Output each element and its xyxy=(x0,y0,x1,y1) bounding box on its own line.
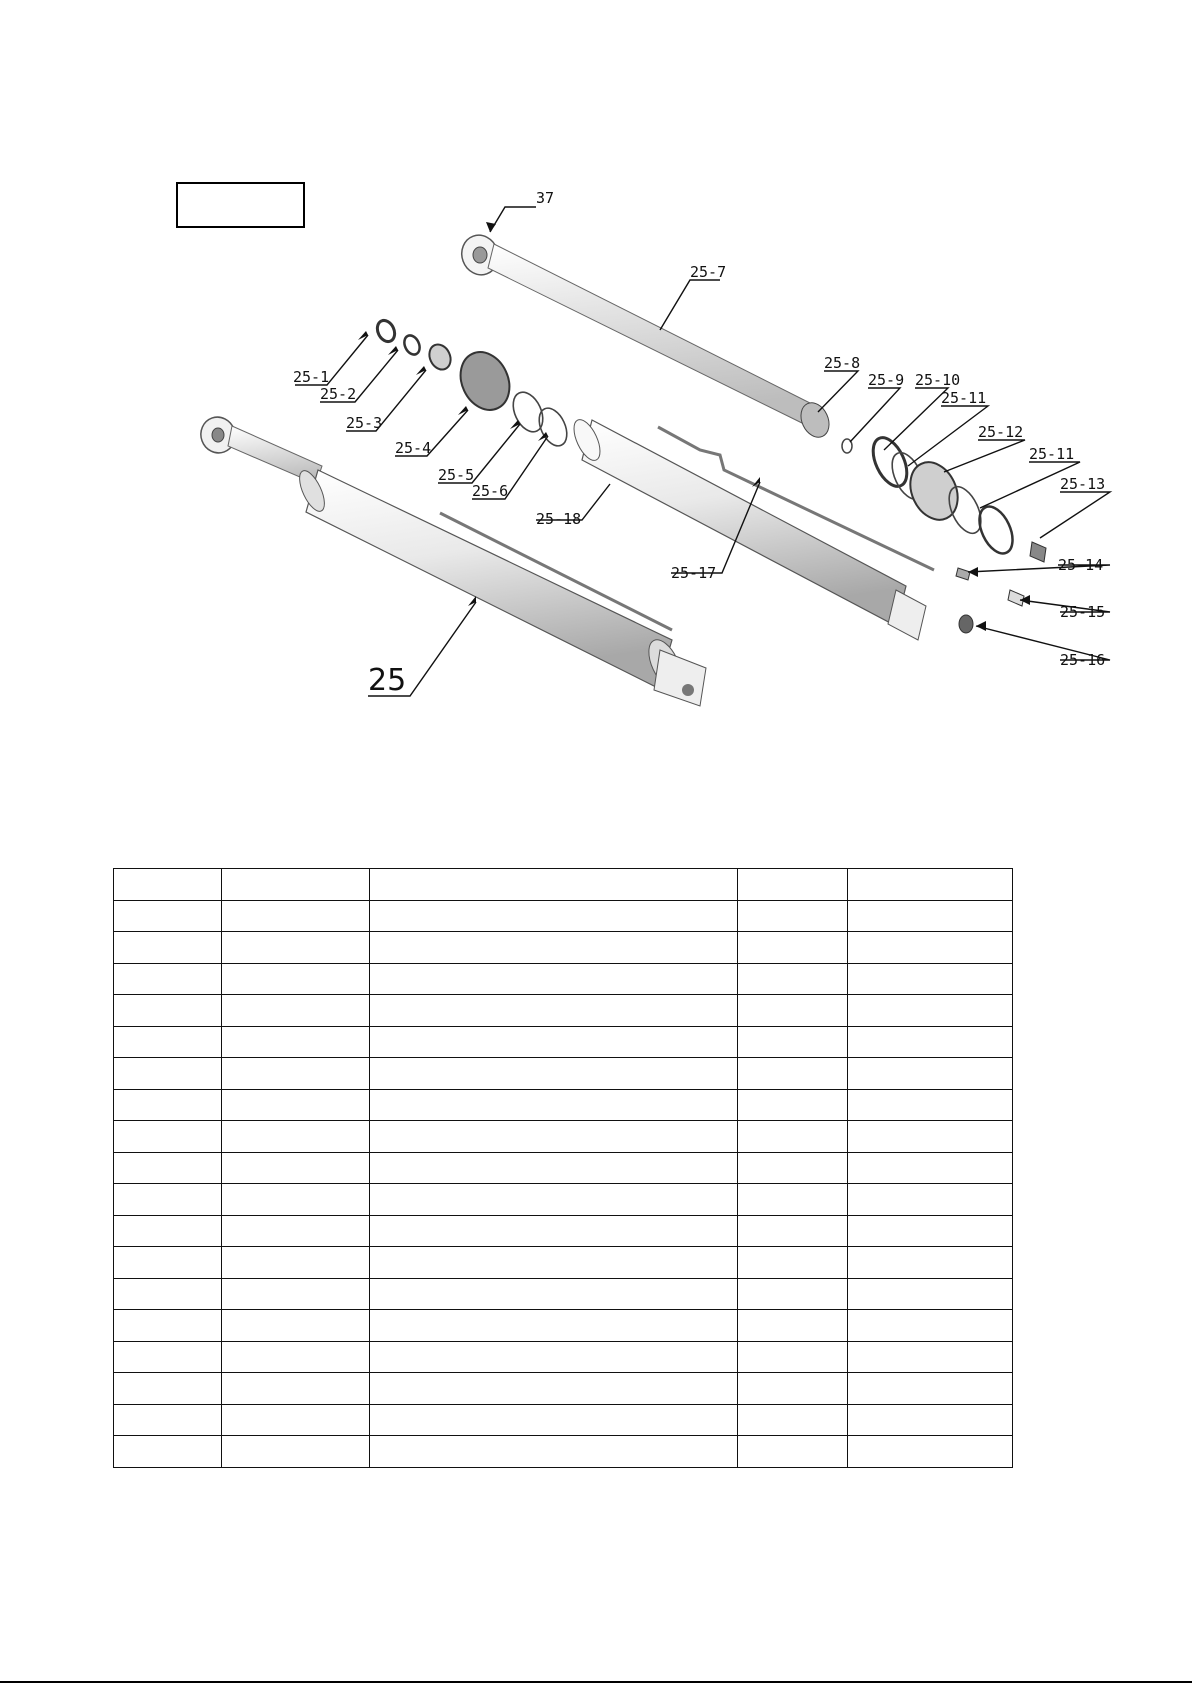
table-cell xyxy=(222,1184,370,1216)
table-row xyxy=(114,1058,1013,1090)
table-cell xyxy=(222,1310,370,1342)
table-cell xyxy=(222,1278,370,1310)
callout-25-15: 25-15 xyxy=(1060,603,1106,621)
table-cell xyxy=(738,900,848,932)
table-row xyxy=(114,1121,1013,1153)
table-row xyxy=(114,1089,1013,1121)
table-cell xyxy=(370,1058,738,1090)
table-cell xyxy=(848,1215,1013,1247)
table-cell xyxy=(738,1152,848,1184)
table-cell xyxy=(848,1184,1013,1216)
table-row xyxy=(114,995,1013,1027)
table-cell xyxy=(222,1341,370,1373)
table-cell xyxy=(848,963,1013,995)
callout-25-13: 25-13 xyxy=(1060,475,1106,493)
table-row xyxy=(114,932,1013,964)
callout-25-8: 25-8 xyxy=(824,354,861,372)
table-cell xyxy=(222,869,370,901)
table-cell xyxy=(222,1089,370,1121)
table-cell xyxy=(114,1152,222,1184)
table-row xyxy=(114,900,1013,932)
table-cell xyxy=(222,900,370,932)
table-cell xyxy=(738,1026,848,1058)
table-row xyxy=(114,1310,1013,1342)
table-cell xyxy=(738,963,848,995)
table-cell xyxy=(114,900,222,932)
table-cell xyxy=(114,1184,222,1216)
table-cell xyxy=(114,1058,222,1090)
table-cell xyxy=(222,932,370,964)
table-cell xyxy=(848,1310,1013,1342)
callout-25-2: 25-2 xyxy=(320,385,357,403)
table-cell xyxy=(370,1184,738,1216)
table-cell xyxy=(114,1436,222,1468)
table-row xyxy=(114,1184,1013,1216)
callout-25-16: 25-16 xyxy=(1060,651,1106,669)
table-cell xyxy=(114,1215,222,1247)
table-cell xyxy=(848,1121,1013,1153)
table-row xyxy=(114,1436,1013,1468)
table-cell xyxy=(738,1404,848,1436)
table-cell xyxy=(738,995,848,1027)
table-cell xyxy=(848,869,1013,901)
table-row xyxy=(114,1404,1013,1436)
table-cell xyxy=(848,1152,1013,1184)
table-row xyxy=(114,1373,1013,1405)
table-cell xyxy=(738,1215,848,1247)
table-cell xyxy=(114,1026,222,1058)
figure-label-box xyxy=(176,182,305,228)
table-cell xyxy=(370,1341,738,1373)
table-cell xyxy=(222,995,370,1027)
table-cell xyxy=(114,1310,222,1342)
callout-25-17: 25-17 xyxy=(671,564,717,582)
table-cell xyxy=(848,1058,1013,1090)
table-cell xyxy=(370,1215,738,1247)
table-cell xyxy=(848,995,1013,1027)
table-row xyxy=(114,963,1013,995)
table-cell xyxy=(114,932,222,964)
table-row xyxy=(114,1247,1013,1279)
table-cell xyxy=(738,1436,848,1468)
table-cell xyxy=(848,1373,1013,1405)
table-cell xyxy=(848,1247,1013,1279)
table-cell xyxy=(738,932,848,964)
table-row xyxy=(114,869,1013,901)
table-cell xyxy=(370,1247,738,1279)
table-cell xyxy=(114,1404,222,1436)
table-cell xyxy=(370,869,738,901)
table-cell xyxy=(738,1310,848,1342)
table-row xyxy=(114,1215,1013,1247)
callout-25-11-lower: 25-11 xyxy=(1029,445,1075,463)
bottom-rule xyxy=(0,1681,1192,1683)
table-cell xyxy=(114,1089,222,1121)
seal-rings-left xyxy=(374,318,572,451)
table-cell xyxy=(222,1404,370,1436)
callout-25-14: 25-14 xyxy=(1058,556,1104,574)
callout-25-6: 25-6 xyxy=(472,482,509,500)
exploded-diagram xyxy=(0,0,1192,760)
table-cell xyxy=(848,1436,1013,1468)
table-cell xyxy=(738,1278,848,1310)
callout-25: 25 xyxy=(368,663,407,698)
table-cell xyxy=(222,1026,370,1058)
table-row xyxy=(114,1152,1013,1184)
callout-25-3: 25-3 xyxy=(346,414,383,432)
callout-25-5: 25-5 xyxy=(438,466,475,484)
callout-25-12: 25-12 xyxy=(978,423,1024,441)
table-cell xyxy=(222,1215,370,1247)
table-cell xyxy=(848,900,1013,932)
table-cell xyxy=(370,1404,738,1436)
table-row xyxy=(114,1026,1013,1058)
table-cell xyxy=(114,995,222,1027)
table-cell xyxy=(848,1341,1013,1373)
callout-37: 37 xyxy=(536,189,555,207)
callout-25-7: 25-7 xyxy=(690,263,727,281)
table-cell xyxy=(738,1089,848,1121)
table-cell xyxy=(738,1121,848,1153)
table-cell xyxy=(370,1310,738,1342)
table-cell xyxy=(738,1247,848,1279)
table-row xyxy=(114,1341,1013,1373)
table-cell xyxy=(848,932,1013,964)
table-row xyxy=(114,1278,1013,1310)
table-cell xyxy=(222,963,370,995)
table-cell xyxy=(222,1247,370,1279)
table-cell xyxy=(738,869,848,901)
table-cell xyxy=(222,1058,370,1090)
parts-table-body xyxy=(114,869,1013,1468)
callout-25-4: 25-4 xyxy=(395,439,432,457)
callout-25-11-upper: 25-11 xyxy=(941,389,987,407)
table-cell xyxy=(370,995,738,1027)
table-cell xyxy=(114,1121,222,1153)
table-cell xyxy=(370,963,738,995)
table-cell xyxy=(370,1121,738,1153)
table-cell xyxy=(370,932,738,964)
callout-25-10: 25-10 xyxy=(915,371,961,389)
table-cell xyxy=(222,1373,370,1405)
table-cell xyxy=(222,1152,370,1184)
table-cell xyxy=(114,1278,222,1310)
table-cell xyxy=(848,1404,1013,1436)
table-cell xyxy=(370,1278,738,1310)
callout-25-9: 25-9 xyxy=(868,371,905,389)
table-cell xyxy=(848,1026,1013,1058)
callout-25-18: 25-18 xyxy=(536,510,582,528)
table-cell xyxy=(114,1373,222,1405)
table-cell xyxy=(738,1373,848,1405)
table-cell xyxy=(222,1436,370,1468)
callout-labels xyxy=(293,189,1105,698)
table-cell xyxy=(370,900,738,932)
table-cell xyxy=(370,1373,738,1405)
table-cell xyxy=(848,1278,1013,1310)
table-cell xyxy=(848,1089,1013,1121)
table-cell xyxy=(738,1058,848,1090)
table-cell xyxy=(114,963,222,995)
parts-table xyxy=(113,868,1013,1468)
table-cell xyxy=(222,1121,370,1153)
table-cell xyxy=(370,1152,738,1184)
table-cell xyxy=(370,1026,738,1058)
table-cell xyxy=(738,1184,848,1216)
table-cell xyxy=(738,1341,848,1373)
table-cell xyxy=(114,869,222,901)
table-cell xyxy=(370,1436,738,1468)
table-cell xyxy=(114,1247,222,1279)
table-cell xyxy=(114,1341,222,1373)
table-cell xyxy=(370,1089,738,1121)
callout-25-1: 25-1 xyxy=(293,368,330,386)
